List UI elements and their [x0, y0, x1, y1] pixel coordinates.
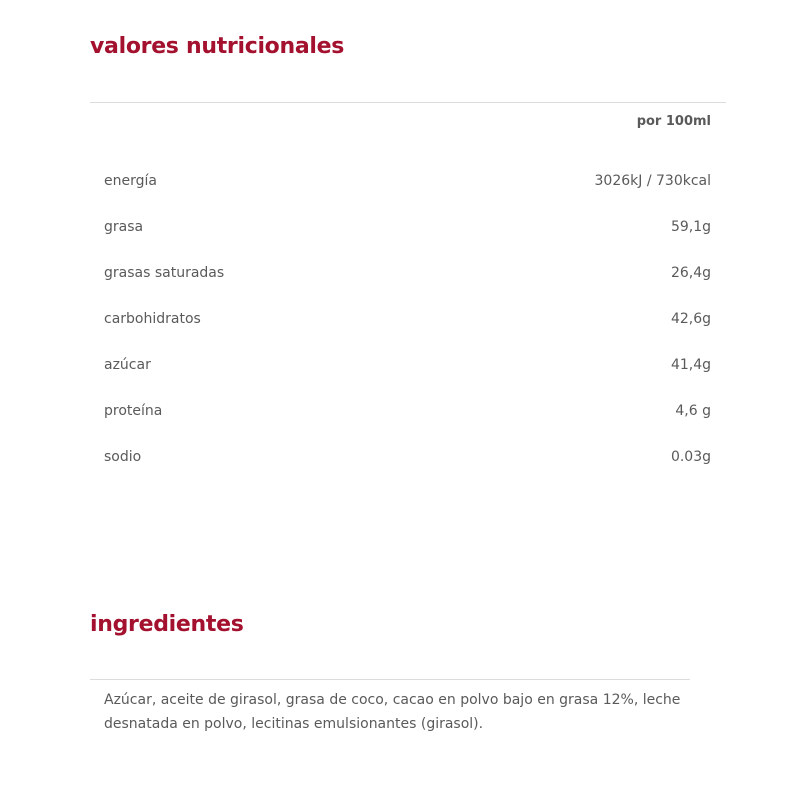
nutrition-column-header: por 100ml — [636, 114, 711, 129]
nutrition-section-title: valores nutricionales — [90, 34, 345, 59]
nutrient-name: energía — [104, 173, 157, 189]
nutrient-name: grasa — [104, 219, 144, 235]
nutrition-row — [104, 342, 711, 388]
nutrient-name: grasas saturadas — [104, 265, 225, 281]
nutrient-name: azúcar — [104, 357, 151, 373]
nutrient-name: carbohidratos — [104, 311, 201, 327]
nutrition-row — [104, 250, 711, 296]
nutrient-value: 3026kJ / 730kcal — [594, 173, 711, 189]
nutrition-row — [104, 158, 711, 204]
nutrition-table — [104, 114, 711, 480]
ingredients-divider — [90, 679, 690, 680]
nutrient-name: sodio — [104, 449, 142, 465]
nutrition-row — [104, 434, 711, 480]
ingredients-text: Azúcar, aceite de girasol, grasa de coco, cacao en polvo bajo en grasa 12%, leche desnatada en polvo, lecitinas emulsionantes (girasol). — [104, 692, 681, 732]
ingredients-section-title: ingredientes — [90, 612, 244, 637]
nutrition-row — [104, 388, 711, 434]
nutrient-value: 4,6 g — [675, 403, 711, 419]
nutrient-value: 42,6g — [670, 311, 711, 327]
nutrient-value: 41,4g — [670, 357, 711, 373]
nutrition-row — [104, 296, 711, 342]
nutrient-name: proteína — [104, 403, 163, 419]
nutrient-value: 26,4g — [670, 265, 711, 281]
nutrition-row — [104, 204, 711, 250]
nutrient-value: 0.03g — [670, 449, 711, 465]
nutrition-divider — [90, 102, 726, 103]
nutrient-value: 59,1g — [670, 219, 711, 235]
